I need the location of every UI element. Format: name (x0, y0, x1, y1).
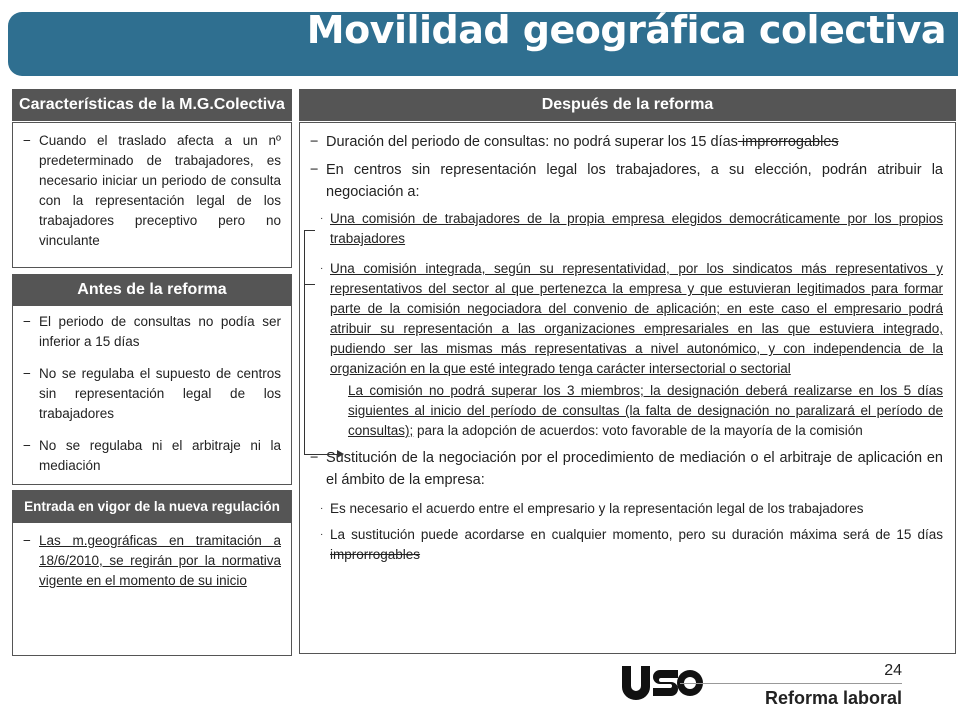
after-point-centers: − En centros sin representación legal los trabajadores, a su elección, podrán atribuir la negociación a: (310, 162, 943, 200)
option-union-commission: · Una comisión integrada, según su representatividad, por los sindicatos más representativos y representativos del sector al que pertenezca la empresa y que estuvieran legitimados para formar parte de la comisión negociadora del convenio de aplicación; en este caso el empresario podrá atribuir su representación a las organizaciones empresariales en las que estuviera integrado, pudiendo ser las mismas más representativas a nivel autonómico, y con independencia de la organización en la que esté integrado tenga carácter intersectorial o sectorial (320, 261, 943, 376)
footer-label: Reforma laboral (764, 688, 902, 708)
bracket-line-1 (304, 230, 315, 285)
entry-item: − Las m.geográficas en tramitación a 18/6/2010, se regirán por la normativa vigente en el momento de su inicio (23, 533, 281, 588)
characteristics-header (12, 89, 292, 121)
characteristics-box (12, 122, 292, 268)
arrow-to-note (304, 454, 340, 455)
entry-header-label: Entrada en vigor de la nueva regulación (24, 498, 280, 514)
mediation-agreement: · Es necesario el acuerdo entre el empresario y la representación legal de los trabajadores (320, 501, 864, 516)
entry-box (12, 522, 292, 656)
bracket-line-2 (304, 284, 315, 455)
after-point-duration: − Duración del periodo de consultas: no podrá superar los 15 días improrrogables (310, 134, 839, 150)
before-header (12, 274, 292, 306)
option-workers-commission: · Una comisión de trabajadores de la propia empresa elegidos democráticamente por los propios trabajadores (320, 211, 943, 246)
commission-note: La comisión no podrá superar los 3 miembros; la designación deberá realizarse en los 5 días siguientes al inicio del período de consultas (la falta de designación no paralizará el período de consultas); para la adopción de acuerdos: voto favorable de la mayoría de la comisión (348, 383, 943, 438)
after-box (299, 122, 956, 654)
before-item: − No se regulaba ni el arbitraje ni la mediación (23, 438, 281, 473)
before-header-label: Antes de la reforma (77, 281, 227, 298)
after-point-mediation: − Sustitución de la negociación por el procedimiento de mediación o el arbitraje de aplicación en el ámbito de la empresa: (310, 450, 943, 488)
before-box (12, 305, 292, 485)
page-title: Movilidad geográfica colectiva (306, 8, 946, 52)
page-number: 24 (884, 662, 902, 679)
after-header-label: Después de la reforma (541, 96, 714, 113)
before-item: − El periodo de consultas no podía ser inferior a 15 días (23, 314, 281, 349)
footer-rule (680, 683, 902, 684)
characteristics-header-label: Características de la M.G.Colectiva (19, 96, 285, 113)
uso-logo-icon (620, 664, 704, 700)
before-item: − No se regulaba el supuesto de centros sin representación legal de los trabajadores (23, 366, 281, 421)
characteristics-item: − Cuando el traslado afecta a un nº predeterminado de trabajadores, es necesario iniciar un periodo de consulta con la representación legal de los trabajadores preceptivo pero no vinculante (23, 133, 281, 248)
arrow-head-icon (337, 450, 344, 458)
after-header (299, 89, 956, 121)
mediation-duration: · La sustitución puede acordarse en cualquier momento, pero su duración máxima será de 15 días improrrogables (320, 527, 943, 562)
entry-header (12, 490, 292, 522)
